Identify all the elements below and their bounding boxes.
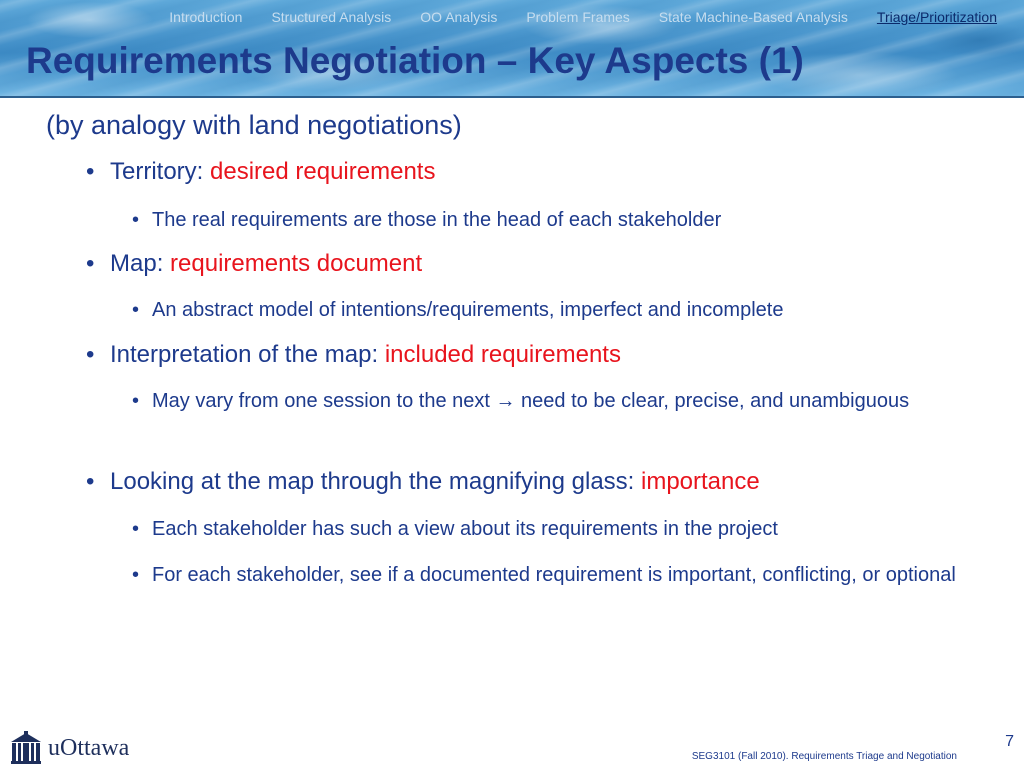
- sub-bullet: [132, 557, 972, 593]
- sub-bullet-text: An abstract model of intentions/requirements, imperfect and incomplete: [152, 299, 784, 321]
- sub-bullet-text: May vary from one session to the next → need to be clear, precise, and unambiguous: [152, 390, 910, 412]
- bullet-lead: Looking at the map through the magnifying glass:: [110, 468, 641, 495]
- uottawa-logo: [10, 728, 170, 768]
- nav-item-structured-analysis[interactable]: Structured Analysis: [271, 9, 392, 25]
- bullet-highlight: importance: [641, 468, 760, 495]
- nav-item-introduction[interactable]: Introduction: [169, 9, 243, 25]
- header-divider: [0, 96, 1024, 98]
- bullet-dot: •: [132, 299, 140, 321]
- sub-bullet: [132, 511, 972, 547]
- nav-item-oo-analysis[interactable]: OO Analysis: [420, 9, 498, 25]
- slide-subtitle: (by analogy with land negotiations): [46, 110, 462, 140]
- nav-item-triage-prioritization[interactable]: Triage/Prioritization: [876, 9, 997, 25]
- bullet-lead: Territory:: [110, 158, 211, 185]
- bullet-interpretation: [86, 341, 621, 369]
- bullet-map: [86, 250, 423, 278]
- bullet-dot: •: [86, 468, 95, 495]
- bullet-dot: •: [132, 209, 140, 231]
- bullet-highlight: included requirements: [384, 341, 621, 368]
- bullet-dot: •: [86, 158, 95, 185]
- bullet-dot: •: [132, 518, 140, 540]
- sub-bullet-text: The real requirements are those in the head of each stakeholder: [152, 209, 722, 231]
- slide-title: Requirements Negotiation – Key Aspects (1): [26, 40, 804, 81]
- bullet-territory: [86, 158, 436, 186]
- nav-item-problem-frames[interactable]: Problem Frames: [526, 9, 630, 25]
- bullet-dot: •: [86, 341, 95, 368]
- bullet-dot: •: [86, 250, 95, 277]
- sub-bullet-text: For each stakeholder, see if a documented requirement is important, conflicting, or optional: [152, 564, 956, 586]
- bullet-highlight: desired requirements: [210, 158, 436, 185]
- sub-bullet-text: Each stakeholder has such a view about its requirements in the project: [152, 518, 778, 540]
- sub-bullet: [132, 202, 972, 238]
- nav-item-state-machine-analysis[interactable]: State Machine-Based Analysis: [658, 9, 848, 25]
- logo-wordmark: uOttawa: [48, 734, 130, 761]
- building-icon: [10, 731, 42, 765]
- sub-bullet: [132, 292, 972, 328]
- bullet-dot: •: [132, 390, 140, 412]
- bullet-highlight: requirements document: [170, 250, 423, 277]
- bullet-magnifying-glass: [86, 468, 760, 496]
- sub-bullet: [132, 383, 972, 419]
- page-number: 7: [1005, 733, 1014, 750]
- bullet-lead: Interpretation of the map:: [110, 341, 385, 368]
- header-banner: [0, 0, 1024, 96]
- bullet-lead: Map:: [110, 250, 171, 277]
- bullet-dot: •: [132, 564, 140, 586]
- section-nav: [140, 6, 997, 28]
- footer-caption: SEG3101 (Fall 2010). Requirements Triage and Negotiation: [691, 751, 957, 762]
